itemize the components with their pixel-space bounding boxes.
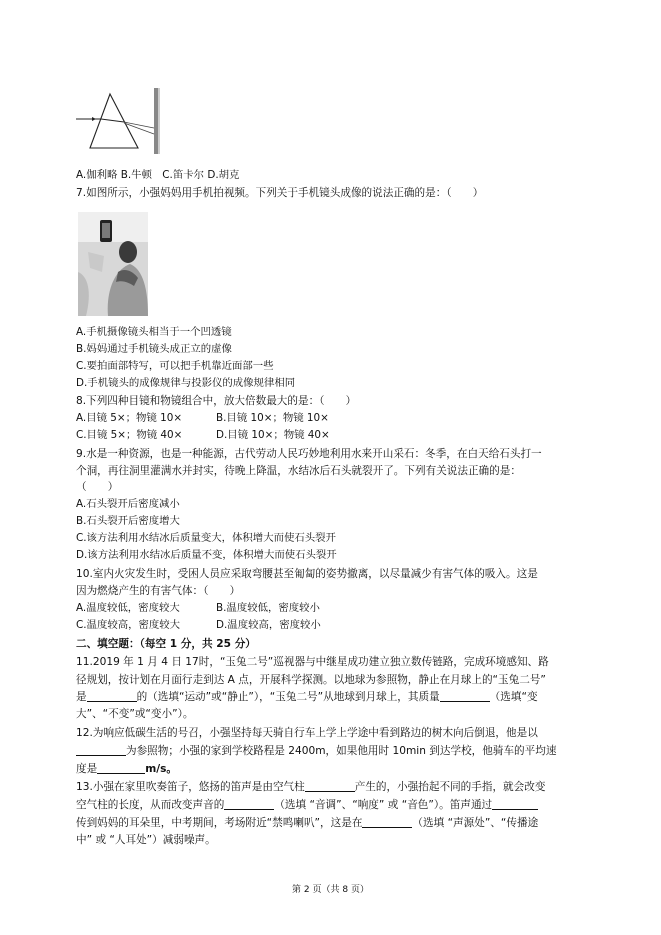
q11-line2: 径规划，按计划在月面行走到达 A 点，开展科学探测。以地球为参照物，静止在月球上的“玉兔二号” [76,674,546,686]
q10-option-c: C.温度较高，密度较大 [76,619,181,631]
q12-text-a: 度是 [76,763,98,775]
phone-video-photo [78,212,148,316]
q12-unit: m/s。 [145,763,177,775]
q7-option-b: B.妈妈通过手机镜头成正立的虚像 [76,343,232,355]
q8-option-b: B.目镜 10×；物镜 10× [216,412,329,424]
q10-stem-line2: 因为燃烧产生的有害气体：（ ） [76,585,241,597]
q10-stem-line1: 10.室内火灾发生时，受困人员应采取弯腰甚至匍匐的姿势撤离，以尽量减少有害气体的吸入。这是 [76,568,538,580]
q7-option-d: D.手机镜头的成像规律与投影仪的成像规律相同 [76,377,296,389]
q8-option-d: D.目镜 10×；物镜 40× [216,429,330,441]
q11-text-c: （选填“变 [489,691,538,703]
q9-option-c: C.该方法利用水结冰后质量变大，体积增大而使石头裂开 [76,532,336,544]
q12-line2 [76,744,556,759]
q9-option-b: B.石头裂开后密度增大 [76,515,180,527]
q7-stem: 7.如图所示，小强妈妈用手机拍视频。下列关于手机镜头成像的说法正确的是：（ ） [76,187,484,199]
q13-line2 [76,798,538,813]
q13-line4: 中” 或 “人耳处”）减弱噪声。 [76,834,216,846]
q7-option-c: C.要拍面部特写，可以把手机靠近面部一些 [76,360,274,372]
q7-option-a: A.手机摄像镜头相当于一个凹透镜 [76,326,232,338]
q11-text-b: 的（选填“运动”或“静止”），“玉兔二号”从地球到月球上，其质量 [136,691,440,703]
q11-line3 [76,690,538,705]
page-footer: 第 2 页（共 8 页） [292,885,369,895]
q11-blank-2[interactable] [440,690,490,702]
q12-blank-2[interactable] [97,762,145,774]
q13-text-d: （选填 “音调”、“响度” 或 “音色”）。笛声通过 [274,799,493,811]
q11-text-a: 是 [76,691,87,703]
section-title: 二、填空题：（每空 1 分，共 25 分） [76,638,256,650]
q13-text-c: 空气柱的长度，从而改变声音的 [76,799,225,811]
q11-blank-1[interactable] [87,690,137,702]
q13-text-e: 传到妈妈的耳朵里，中考期间，考场附近“禁鸣喇叭”，这是在 [76,817,363,829]
q13-blank-3[interactable] [492,798,538,810]
q11-line1: 11.2019 年 1 月 4 日 17时，“玉兔二号”巡视器与中继星成功建立独立数传链路，完成环境感知、路 [76,656,549,668]
q13-line3 [76,816,538,831]
q9-stem-line2: 个洞，再往洞里灌满水并封实，待晚上降温，水结冰后石头就裂开了。下列有关说法正确的是： [76,465,521,477]
prism-figure [76,88,166,158]
q11-line4: 大”、“不变”或“变小”）。 [76,708,194,720]
q8-option-a: A.目镜 5×；物镜 10× [76,412,183,424]
q9-option-d: D.该方法利用水结冰后质量不变，体积增大而使石头裂开 [76,549,337,561]
q13-text-f: （选填 “声源处”、“传播途 [412,817,539,829]
q13-blank-2[interactable] [224,798,274,810]
q8-option-c: C.目镜 5×；物镜 40× [76,429,183,441]
q10-option-b: B.温度较低，密度较小 [216,602,320,614]
q13-blank-4[interactable] [362,816,412,828]
q13-blank-1[interactable] [305,780,355,792]
q12-text-b: 为参照物；小强的家到学校路程是 2400m，如果他用时 10min 到达学校，他骑车的平均速 [126,745,557,757]
q12-line3 [76,762,177,777]
q12-blank-1[interactable] [76,744,126,756]
q9-stem-line3: （ ） [76,481,119,493]
q10-option-a: A.温度较低，密度较大 [76,602,180,614]
q10-option-d: D.温度较高，密度较小 [216,619,321,631]
q12-line1: 12.为响应低碳生活的号召，小强坚持每天骑自行车上学上学途中看到路边的树木向后倒退，他是以 [76,727,538,739]
q13-text-b: 产生的，小强抬起不同的手指，就会改变 [354,781,546,793]
q8-stem: 8.下列四种目镜和物镜组合中，放大倍数最大的是：（ ） [76,395,357,407]
q6-options: A.伽利略 B.牛顿 C.笛卡尔 D.胡克 [76,169,240,181]
q9-option-a: A.石头裂开后密度减小 [76,498,180,510]
q13-text-a: 13.小强在家里吹奏笛子，悠扬的笛声是由空气柱 [76,781,305,793]
q9-stem-line1: 9.水是一种资源，也是一种能源，古代劳动人民巧妙地利用水来开山采石：冬季，在白天给石头打一 [76,448,542,460]
q13-line1 [76,780,545,795]
